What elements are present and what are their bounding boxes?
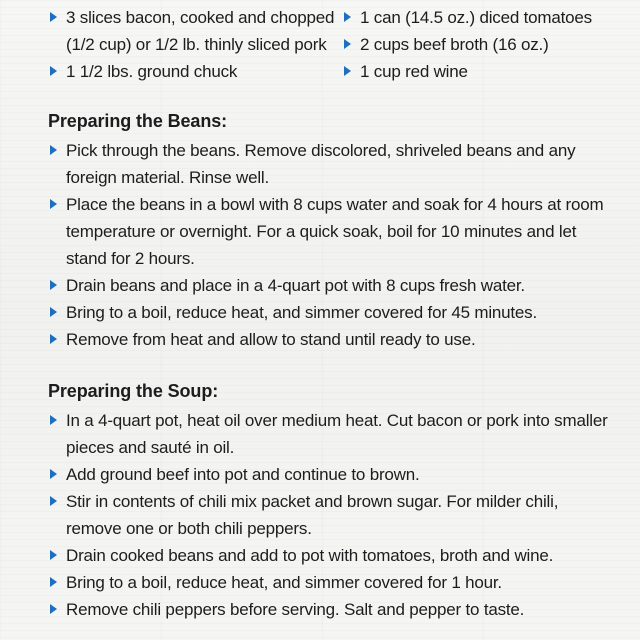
preparing-beans-section <box>48 108 618 353</box>
step-text: Remove chili peppers before serving. Salt and pepper to taste. <box>66 600 525 619</box>
ingredients-column-right <box>342 4 622 85</box>
ingredient-text: 1 cup red wine <box>360 62 468 81</box>
ingredient-item <box>342 31 622 58</box>
step-text: Add ground beef into pot and continue to brown. <box>66 465 420 484</box>
triangle-bullet-icon <box>50 415 57 425</box>
preparing-soup-section <box>48 378 618 623</box>
step-item <box>48 407 618 461</box>
step-item <box>48 326 618 353</box>
section-heading: Preparing the Beans: <box>48 111 228 131</box>
ingredients-list <box>48 4 628 88</box>
triangle-bullet-icon <box>50 604 57 614</box>
step-text: Bring to a boil, reduce heat, and simmer covered for 1 hour. <box>66 573 502 592</box>
triangle-bullet-icon <box>50 469 57 479</box>
step-text: Bring to a boil, reduce heat, and simmer covered for 45 minutes. <box>66 303 538 322</box>
step-item <box>48 488 618 542</box>
ingredient-text: 2 cups beef broth (16 oz.) <box>360 35 549 54</box>
triangle-bullet-icon <box>344 39 351 49</box>
ingredients-column-left <box>48 4 338 85</box>
section-heading: Preparing the Soup: <box>48 381 219 401</box>
step-text: Place the beans in a bowl with 8 cups water and soak for 4 hours at room temperature or overnight. For a quick soak, boil for 10 minutes and let stand for 2 hours. <box>66 195 604 268</box>
step-text: Remove from heat and allow to stand until ready to use. <box>66 330 476 349</box>
triangle-bullet-icon <box>50 66 57 76</box>
step-item <box>48 569 618 596</box>
ingredient-text: 1 can (14.5 oz.) diced tomatoes <box>360 8 592 27</box>
step-item <box>48 596 618 623</box>
step-item <box>48 299 618 326</box>
beans-steps-list <box>48 137 618 353</box>
ingredient-item <box>48 58 338 85</box>
ingredient-text: 1 1/2 lbs. ground chuck <box>66 62 238 81</box>
step-text: Drain beans and place in a 4-quart pot with 8 cups fresh water. <box>66 276 525 295</box>
triangle-bullet-icon <box>50 550 57 560</box>
triangle-bullet-icon <box>50 145 57 155</box>
ingredient-item <box>342 58 622 85</box>
step-text: Drain cooked beans and add to pot with tomatoes, broth and wine. <box>66 546 554 565</box>
step-text: Pick through the beans. Remove discolored, shriveled beans and any foreign material. Rinse well. <box>66 141 576 187</box>
ingredient-text: 3 slices bacon, cooked and chopped (1/2 cup) or 1/2 lb. thinly sliced pork <box>66 8 335 54</box>
triangle-bullet-icon <box>50 496 57 506</box>
step-item <box>48 542 618 569</box>
triangle-bullet-icon <box>50 577 57 587</box>
triangle-bullet-icon <box>50 307 57 317</box>
triangle-bullet-icon <box>50 334 57 344</box>
step-item <box>48 191 618 272</box>
step-item <box>48 272 618 299</box>
soup-steps-list <box>48 407 618 623</box>
triangle-bullet-icon <box>344 66 351 76</box>
step-item <box>48 137 618 191</box>
ingredient-item <box>342 4 622 31</box>
ingredient-item <box>48 4 338 58</box>
triangle-bullet-icon <box>50 199 57 209</box>
triangle-bullet-icon <box>344 12 351 22</box>
triangle-bullet-icon <box>50 280 57 290</box>
triangle-bullet-icon <box>50 12 57 22</box>
step-text: Stir in contents of chili mix packet and brown sugar. For milder chili, remove one or both chili peppers. <box>66 492 559 538</box>
step-text: In a 4-quart pot, heat oil over medium heat. Cut bacon or pork into smaller pieces and sauté in oil. <box>66 411 608 457</box>
step-item <box>48 461 618 488</box>
